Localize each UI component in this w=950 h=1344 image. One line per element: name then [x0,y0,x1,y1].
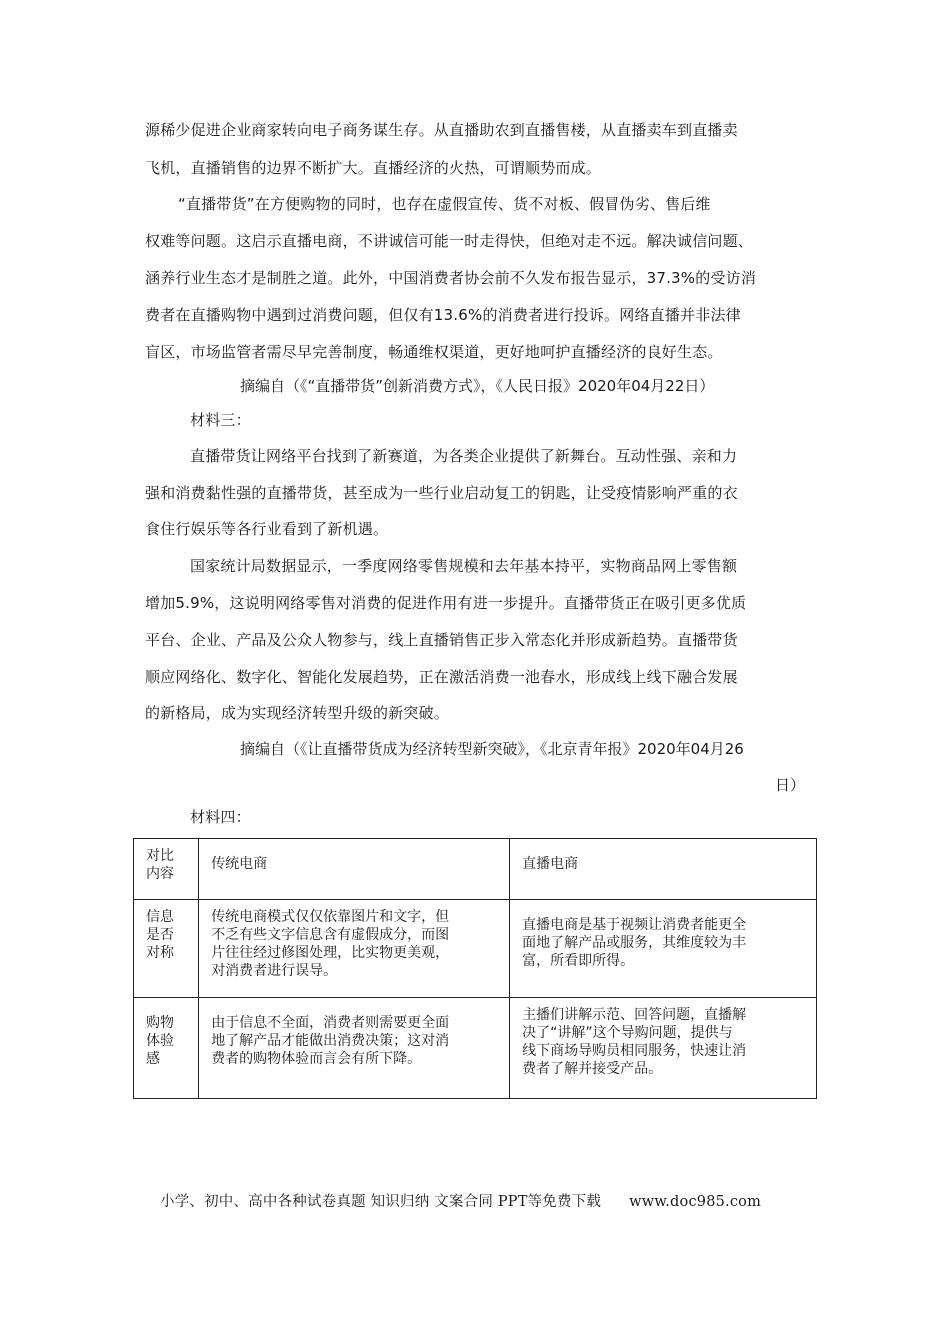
column-header-live: 直播电商 [522,856,579,872]
table-cell [134,900,199,998]
cell-line: 传统电商模式仅仅依靠图片和文字，但 [211,909,450,925]
cell-line: 对比 [146,848,174,864]
cell-line: 是否 [146,927,174,943]
paragraph-line: 权难等问题。这启示直播电商，不讲诚信可能一时走得快，但绝对走不远。解决诚信问题、 [145,232,754,250]
paragraph-line: 食住行娱乐等各行业看到了新机遇。 [145,520,389,538]
paragraph-line: 强和消费黏性强的直播带货，甚至成为一些行业启动复工的钥匙，让受疫情影响严重的衣 [145,484,738,502]
cell-line: 决了“讲解”这个导购问题，提供与 [522,1025,733,1041]
cell-line: 富，所看即所得。 [522,953,635,969]
source-citation: 摘编自（《“直播带货”创新消费方式》，《人民日报》2020年04月22日） [240,377,715,395]
paragraph-line: 涵养行业生态才是制胜之道。此外，中国消费者协会前不久发布报告显示，37.3%的受访消 [145,269,757,287]
footer-url-link[interactable]: www.doc985.com [629,1194,762,1210]
table-cell [510,998,817,1099]
cell-line: 内容 [146,866,174,882]
paragraph-line: 直播带货让网络平台找到了新赛道，为各类企业提供了新舞台。互动性强、亲和力 [190,447,738,465]
source-citation-cont: 日） [775,776,806,794]
section-heading: 材料四： [190,808,251,826]
page-footer [160,1190,761,1211]
cell-line: 感 [146,1051,160,1067]
paragraph-line: 增加5.9%，这说明网络零售对消费的促进作用有进一步提升。直播带货正在吸引更多优质 [145,594,747,612]
cell-line: 信息 [146,909,174,925]
table-row [134,998,817,1099]
paragraph-line: 源稀少促进企业商家转向电子商务谋生存。从直播助农到直播售楼，从直播卖车到直播卖 [145,121,738,139]
cell-line: 购物 [146,1015,174,1031]
table-row [134,900,817,998]
paragraph-line: 国家统计局数据显示，一季度网络零售规模和去年基本持平，实物商品网上零售额 [190,557,738,575]
cell-line: 费者的购物体验而言会有所下降。 [211,1051,422,1067]
table-cell [199,998,510,1099]
cell-line: 由于信息不全面，消费者则需要更全面 [211,1015,450,1031]
comparison-table [133,838,817,1099]
cell-line: 面地了解产品或服务，其维度较为丰 [522,935,747,951]
table-cell [510,900,817,998]
footer-text: 小学、初中、高中各种试卷真题 知识归纳 文案合同 PPT等免费下载 [160,1194,602,1210]
cell-line: 片往往经过修图处理，比实物更美观， [211,945,450,961]
paragraph-line: 费者在直播购物中遇到过消费问题，但仅有13.6%的消费者进行投诉。网络直播并非法律 [145,306,741,324]
cell-line: 对称 [146,945,174,961]
cell-line: 费者了解并接受产品。 [522,1061,663,1077]
table-cell [134,998,199,1099]
paragraph-line: “直播带货”在方便购物的同时，也存在虚假宣传、货不对板、假冒伪劣、售后维 [178,195,711,213]
cell-line: 地了解产品才能做出消费决策；这对消 [211,1033,450,1049]
table-cell [510,839,817,900]
cell-line: 线下商场导购员相同服务，快速让消 [522,1043,747,1059]
table-cell [199,900,510,998]
table-header-row [134,839,817,900]
cell-line: 不乏有些文字信息含有虚假成分，而图 [211,927,450,943]
column-header-traditional: 传统电商 [211,856,268,872]
paragraph-line: 顺应网络化、数字化、智能化发展趋势，正在激活消费一池春水，形成线上线下融合发展 [145,668,738,686]
table-cell [134,839,199,900]
paragraph-line: 飞机，直播销售的边界不断扩大。直播经济的火热，可谓顺势而成。 [145,159,602,177]
source-citation: 摘编自（《让直播带货成为经济转型新突破》，《北京青年报》2020年04月26 [240,740,744,758]
cell-line: 主播们讲解示范、回答问题，直播解 [522,1007,747,1023]
paragraph-line: 盲区，市场监管者需尽早完善制度，畅通维权渠道，更好地呵护直播经济的良好生态。 [145,343,723,361]
paragraph-line: 平台、企业、产品及公众人物参与，线上直播销售正步入常态化并形成新趋势。直播带货 [145,631,738,649]
table-cell [199,839,510,900]
paragraph-line: 的新格局，成为实现经济转型升级的新突破。 [145,704,450,722]
cell-line: 体验 [146,1033,174,1049]
cell-line: 直播电商是基于视频让消费者能更全 [522,917,747,933]
cell-line: 对消费者进行误导。 [211,963,338,979]
section-heading: 材料三： [190,411,251,429]
